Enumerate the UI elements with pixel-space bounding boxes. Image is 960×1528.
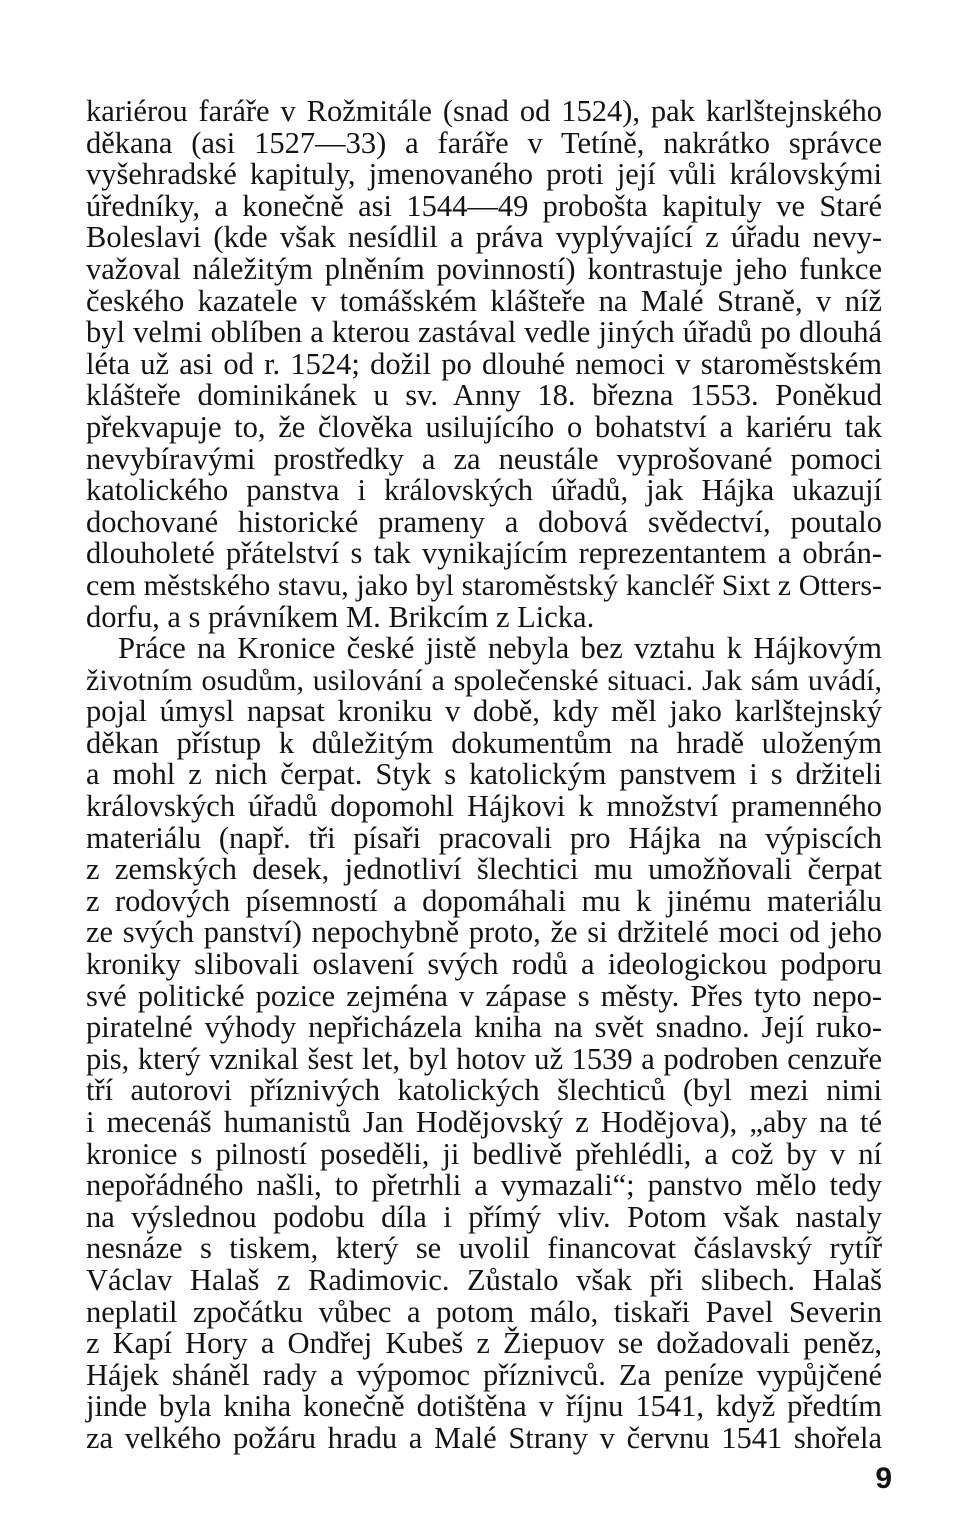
- text-line: z rodových písemností a dopomáhali mu k jinému materiálu: [86, 883, 882, 918]
- text-line: važoval náležitým plněním povinností) kontrastuje jeho funkce: [86, 251, 882, 286]
- text-line: Václav Halaš z Radimovic. Zůstalo však při slibech. Halaš: [86, 1262, 882, 1297]
- text-line: životním osudům, usilování a společenské situaci. Jak sám uvádí,: [86, 663, 882, 697]
- text-line: nepořádného našli, to přetrhli a vymazali“; panstvo mělo tedy: [86, 1168, 882, 1203]
- text-line: překvapuje to, že člověka usilujícího o bohatství a kariéru tak: [86, 409, 882, 444]
- text-line: dorfu, a s právníkem M. Brikcím z Licka.: [86, 599, 595, 634]
- text-line: Práce na Kronice české jistě nebyla bez vztahu k Hájkovým: [118, 631, 882, 666]
- text-line: Boleslavi (kde však nesídlil a práva vyplývající z úřadu nevy-: [86, 220, 882, 255]
- text-line: pis, který vznikal šest let, byl hotov už 1539 a podroben cenzuře: [86, 1041, 882, 1076]
- text-line: pojal úmysl napsat kroniku v době, kdy měl jako karlštejnský: [86, 694, 882, 729]
- text-line: své politické pozice zejména v zápase s městy. Přes tyto nepo-: [86, 978, 882, 1013]
- text-line: kronice s pilností poseděli, ji bedlivě přehlédli, a což by v ní: [86, 1136, 882, 1171]
- text-line: nevybíravými prostředky a za neustále vyprošované pomoci: [86, 441, 882, 476]
- text-line: kariérou faráře v Rožmitále (snad od 1524), pak karlštejnského: [86, 94, 882, 128]
- text-line: úředníky, a konečně asi 1544—49 probošta kapituly ve Staré: [86, 188, 882, 223]
- text-line: nesnáze s tiskem, který se uvolil financovat čáslavský rytíř: [86, 1231, 882, 1266]
- page-number: 9: [875, 1462, 892, 1495]
- text-line: ze svých panství) nepochybně proto, že si držitelé moci od jeho: [86, 915, 882, 950]
- text-line: vyšehradské kapituly, jmenovaného proti její vůli královskými: [86, 157, 882, 192]
- text-line: kroniky slibovali oslavení svých rodů a ideologickou podporu: [86, 947, 882, 982]
- text-line: materiálu (např. tři písaři pracovali pro Hájka na výpiscích: [86, 820, 882, 855]
- text-line: tří autorovi příznivých katolických šlechticů (byl mezi nimi: [86, 1073, 882, 1108]
- text-line: královských úřadů dopomohl Hájkovi k množství pramenného: [86, 789, 882, 824]
- text-line: a mohl z nich čerpat. Styk s katolickým panstvem i s držiteli: [86, 757, 882, 792]
- paragraph-2: [86, 633, 882, 1454]
- text-line: jinde byla kniha konečně dotištěna v říjnu 1541, když předtím: [86, 1389, 882, 1424]
- text-line: dochované historické prameny a dobová svědectví, poutalo: [86, 504, 882, 539]
- text-line: klášteře dominikánek u sv. Anny 18. března 1553. Poněkud: [86, 378, 882, 413]
- text-line: byl velmi oblíben a kterou zastával vedle jiných úřadů po dlouhá: [86, 315, 882, 350]
- text-line: českého kazatele v tomášském klášteře na Malé Straně, v níž: [86, 283, 882, 318]
- text-line: z zemských desek, jednotliví šlechtici mu umožňovali čerpat: [86, 852, 882, 887]
- paragraph-1: [86, 96, 882, 633]
- text-line: za velkého požáru hradu a Malé Strany v červnu 1541 shořela: [86, 1420, 882, 1455]
- body-text: [86, 96, 882, 1455]
- text-line: Hájek sháněl rady a výpomoc příznivců. Za peníze vypůjčené: [86, 1357, 882, 1392]
- text-line: piratelné výhody nepřicházela kniha na svět snadno. Její ruko-: [86, 1010, 882, 1045]
- text-line: i mecenáš humanistů Jan Hodějovský z Hodějova), „aby na té: [86, 1105, 882, 1139]
- text-line: katolického panstva i královských úřadů, jak Hájka ukazují: [86, 473, 882, 508]
- text-line: děkan přístup k důležitým dokumentům na hradě uloženým: [86, 725, 882, 760]
- text-line: dlouholeté přátelství s tak vynikajícím reprezentantem a obrán-: [86, 536, 882, 571]
- text-line: cem městského stavu, jako byl staroměstský kancléř Sixt z Otters-: [86, 568, 882, 602]
- text-line: z Kapí Hory a Ondřej Kubeš z Žiepuov se dožadovali peněz,: [86, 1326, 882, 1361]
- text-line: neplatil zpočátku vůbec a potom málo, tiskaři Pavel Severin: [86, 1294, 882, 1329]
- text-line: děkana (asi 1527—33) a faráře v Tetíně, nakrátko správce: [86, 125, 882, 160]
- text-line: na výslednou podobu díla i přímý vliv. Potom však nastaly: [86, 1199, 882, 1234]
- text-line: léta už asi od r. 1524; dožil po dlouhé nemoci v staroměstském: [86, 346, 882, 381]
